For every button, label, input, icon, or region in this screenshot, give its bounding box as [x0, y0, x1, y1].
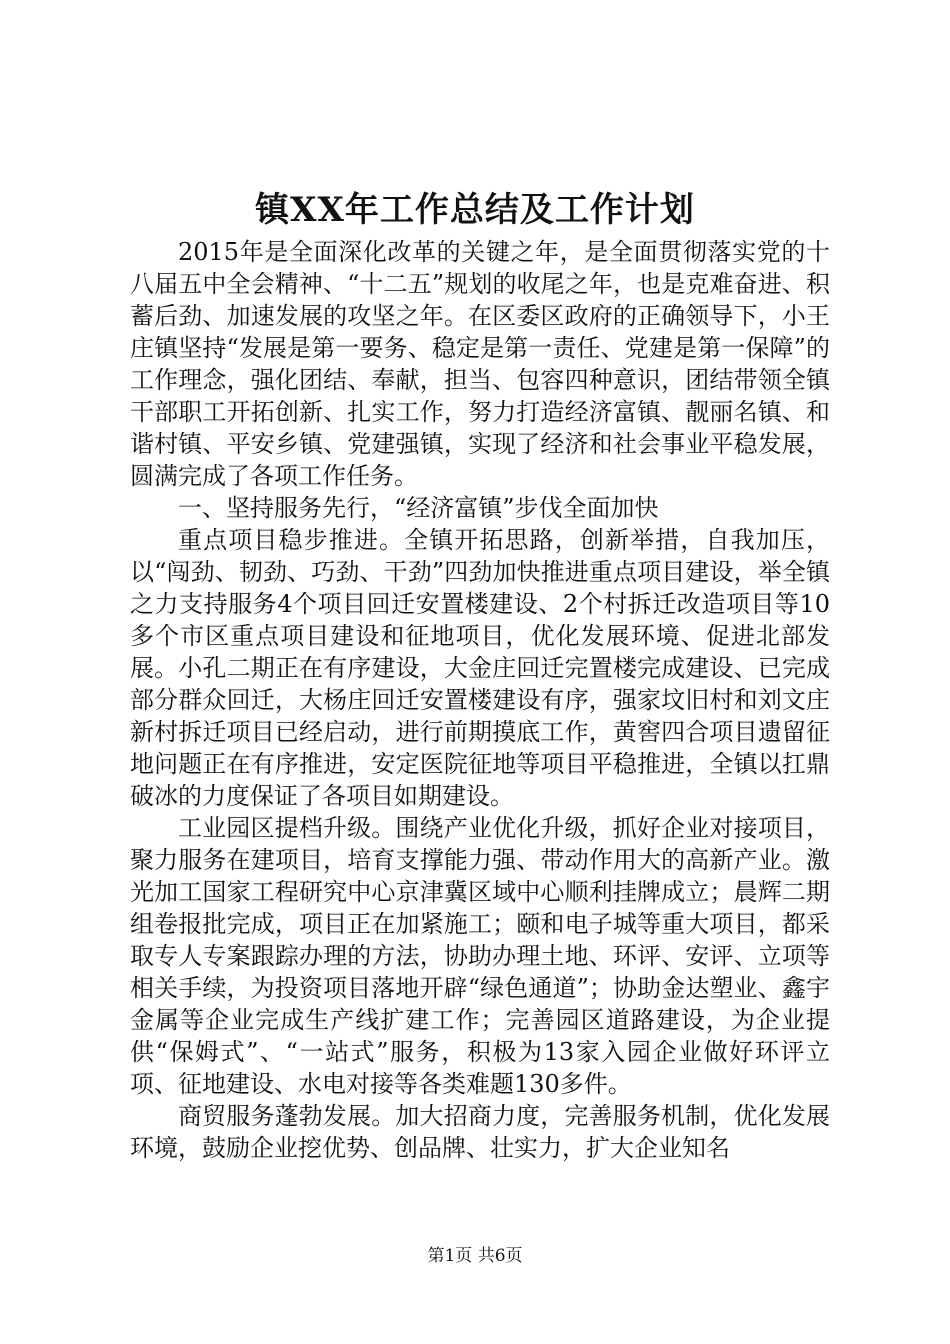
document-title: 镇XX年工作总结及工作计划 [255, 190, 695, 230]
page-number-footer: 第1页 共6页 [427, 1246, 523, 1266]
section-heading-1: 一、坚持服务先行，“经济富镇”步伐全面加快 [178, 494, 659, 522]
paragraph-industrial-park: 工业园区提档升级。围绕产业优化升级，抓好企业对接项目，聚力服务在建项目，培育支撑能力强、带动作用大的高新产业。激光加工国家工程研究中心京津冀区域中心顺利挂牌成立；晨辉二期组卷报批完成，项目正在加紧施工；颐和电子城等重大项目，都采取专人专案跟踪办理的方法，协助办理土地、环评、安评、立项等相关手续，为投资项目落地开辟“绿色通道”；协助金达塑业、鑫宇金属等企业完成生产线扩建工作；完善园区道路建设，为企业提供“保姆式”、“一站式”服务，积极为13家入园企业做好环评立项、征地建设、水电对接等各类难题130多件。 [130, 814, 830, 1098]
document-body [130, 236, 830, 1164]
paragraph-intro: 2015年是全面深化改革的关键之年，是全面贯彻落实党的十八届五中全会精神、“十二五”规划的收尾之年，也是克难奋进、积蓄后劲、加速发展的攻坚之年。在区委区政府的正确领导下，小王庄镇坚持“发展是第一要务、稳定是第一责任、党建是第一保障”的工作理念，强化团结、奉献，担当、包容四种意识，团结带领全镇干部职工开拓创新、扎实工作，努力打造经济富镇、靓丽名镇、和谐村镇、平安乡镇、党建强镇，实现了经济和社会事业平稳发展，圆满完成了各项工作任务。 [130, 238, 830, 490]
paragraph-commerce: 商贸服务蓬勃发展。加大招商力度，完善服务机制，优化发展环境，鼓励企业挖优势、创品牌、壮实力，扩大企业知名 [130, 1102, 830, 1162]
paragraph-key-projects: 重点项目稳步推进。全镇开拓思路，创新举措，自我加压，以“闯劲、韧劲、巧劲、干劲”四劲加快推进重点项目建设，举全镇之力支持服务4个项目回迁安置楼建设、2个村拆迁改造项目等10多个市区重点项目建设和征地项目，优化发展环境、促进北部发展。小孔二期正在有序建设，大金庄回迁完置楼完成建设、已完成部分群众回迁，大杨庄回迁安置楼建设有序，强家坟旧村和刘文庄新村拆迁项目已经启动，进行前期摸底工作，黄窖四合项目遗留征地问题正在有序推进，安定医院征地等项目平稳推进，全镇以扛鼎破冰的力度保证了各项目如期建设。 [130, 526, 830, 810]
